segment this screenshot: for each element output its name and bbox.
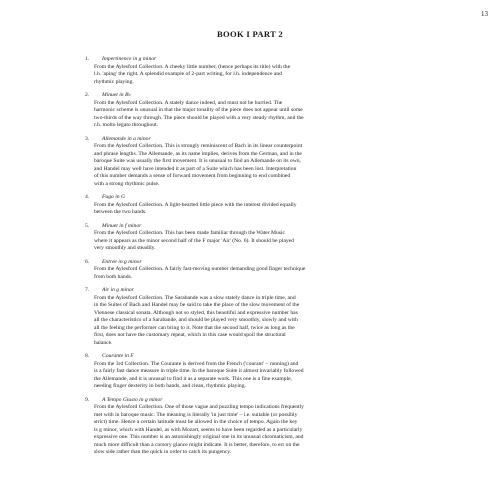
entry-description <box>94 361 434 391</box>
entry <box>85 56 434 86</box>
entry-description <box>94 100 434 130</box>
entry-text-line: From the Aylesford Collection. A fairly fast-moving number demanding good finger technique <box>94 266 306 272</box>
entry <box>85 353 434 391</box>
entry-text-line: From the Aylesford Collection. One of those vague and puzzling tempo indications frequently <box>94 404 304 410</box>
entry-description <box>94 230 434 253</box>
entry-text-line: is a fairly fast dance measure in triple time. In the baroque Suite it almost invariably followed <box>94 368 304 374</box>
entry-text-line: l.h. 'aping' the right. A splendid example of 2-part writing, for l.h. independence and <box>94 71 282 77</box>
entry-text-line: From the Aylesford Collection. This is strongly reminiscent of Bach in its linear counterpoint <box>94 143 303 149</box>
entry-text-line: strict) time. Hence a certain latitude must be allowed in the choice of tempo. Again the key <box>94 419 298 425</box>
entry-text-line: is g minor, which with Handel, as with Mozart, seems to have been regarded as a particularly <box>94 426 303 433</box>
entry-text-line: met with in baroque music. The meaning is literally 'in just time' – i.e. suitable (or possibly <box>94 411 298 418</box>
entry-text-line: in the Suites of Bach and Handel may be said to take the place of the slow movement of the <box>94 302 300 308</box>
entry-description <box>94 143 434 188</box>
entry-text-line: and Handel may well have intended it as part of a Suite which has been lost. Interpretation <box>94 165 297 172</box>
entry <box>85 222 434 253</box>
entry-text-line: From the Aylesford Collection. A light-hearted little piece with the interest divided equally <box>94 201 297 208</box>
entry-title: Minuet in B♭ <box>102 92 132 98</box>
page-number: 13 <box>481 10 488 18</box>
entry-title: Courante in F <box>102 353 134 359</box>
entry-text-line: expressive one. This number is an astonishingly original one in its unusual chromaticism, and <box>94 434 304 440</box>
entry-text-line: between the two hands. <box>94 209 147 215</box>
entry-text-line: r.h. molto legato throughout. <box>94 122 159 128</box>
entry-text-line: From the Aylesford Collection. This has been made familiar through the Water Music <box>94 230 285 236</box>
entry-text-line: needing finger dexterity in both hands, and clean, rhythmic playing. <box>94 383 246 389</box>
entry-text-line: harmonic scheme is unusual in that the major tonality of the piece does not appear until some <box>94 107 303 113</box>
entry-number: 5. <box>85 222 90 229</box>
entry-text-line: From the 3rd Collection. The Courante is derived from the French ('courant' – running) and <box>94 360 299 367</box>
entry-text-line: of this number demands a sense of forward movement from beginning to end combined <box>94 173 291 179</box>
entry-title: A Tempo Giusto in g minor <box>102 396 163 403</box>
entry-description <box>94 266 434 281</box>
entry-text-line: balance. <box>94 339 113 346</box>
entry-title: Impertinence in g minor <box>102 56 157 62</box>
entry-text-line: much more difficult than a cursory glance might indicate. It is better, therefore, to err on the <box>94 441 300 448</box>
entry-number: 2. <box>85 92 90 98</box>
entry-number: 6. <box>85 258 90 265</box>
entry-number: 4. <box>85 194 90 200</box>
entry-number: 7. <box>85 287 90 293</box>
entry-text-line: Viennese classical sonata. Although not so styled, this beautiful and expressive number has <box>94 309 298 316</box>
entry <box>85 194 434 217</box>
entry-text-line: From the Aylesford Collection. A stately dance indeed, and must not be hurried. The <box>94 99 283 106</box>
entry-title: Air in g minor <box>102 287 134 293</box>
entry-number: 3. <box>85 135 90 142</box>
entry-description <box>94 202 434 217</box>
entry-text-line: very smoothly and steadily. <box>94 245 156 251</box>
entry-text-line: rhythmic playing. <box>94 78 134 85</box>
entry-text-line: the Allemande, and it is unusual to find it as a separate work. This one is a fine example, <box>94 375 292 382</box>
entry-title: Minuet in f minor <box>102 222 142 229</box>
entry-text-line: baroque Suite was usually the first movement. It is unusual to find an Allemande on its own, <box>94 158 301 164</box>
page-title: BOOK I PART 2 <box>216 29 284 39</box>
entry-text-line: two-thirds of the way through. The piece should be played with a very steady rhythm, and the <box>94 114 304 121</box>
entry-description <box>94 295 434 348</box>
entry-text-line: From the Aylesford Collection. The Sarabande was a slow stately dance in triple time, and <box>94 294 296 301</box>
entry-text-line: first, does not have the customary repeat, which in this case would spoil the structural <box>94 332 286 338</box>
entry <box>85 396 434 457</box>
entry-list <box>85 56 434 463</box>
entry <box>85 258 434 282</box>
entry-description <box>94 64 434 87</box>
entry-number: 1. <box>85 56 90 62</box>
entry-number: 9. <box>85 396 90 403</box>
entry-text-line: and phrase lengths. The Allemande, as its name implies, derives from the German, and in the <box>94 150 302 157</box>
entry-text-line: all the characteristics of a Sarabande, and should be played very smoothly, slowly and with <box>94 317 298 323</box>
entry-number: 8. <box>85 353 90 359</box>
entry-text-line: From the Aylesford Collection. A cheeky little number, (hence perhaps its title) with the <box>94 63 291 70</box>
entry-title: Fuga in G <box>102 194 125 200</box>
entry-title: Entrée in g minor <box>102 258 142 265</box>
entry-text-line: from both hands. <box>94 273 133 280</box>
entry-text-line: slow side rather than the quick in order to catch its pungency. <box>94 449 232 455</box>
entry-text-line: all the feeling the performer can bring to it. Note that the second half, twice as long as the <box>94 324 295 331</box>
entry <box>85 135 434 189</box>
entry-description <box>94 404 434 457</box>
entry <box>85 92 434 130</box>
entry <box>85 287 434 347</box>
entry-text-line: where it appears as the minor second half of the F major 'Air' (No. 6). It should be played <box>94 237 294 244</box>
entry-title: Allemande in a minor <box>102 135 151 142</box>
entry-text-line: with a strong rhythmic pulse. <box>94 180 160 187</box>
